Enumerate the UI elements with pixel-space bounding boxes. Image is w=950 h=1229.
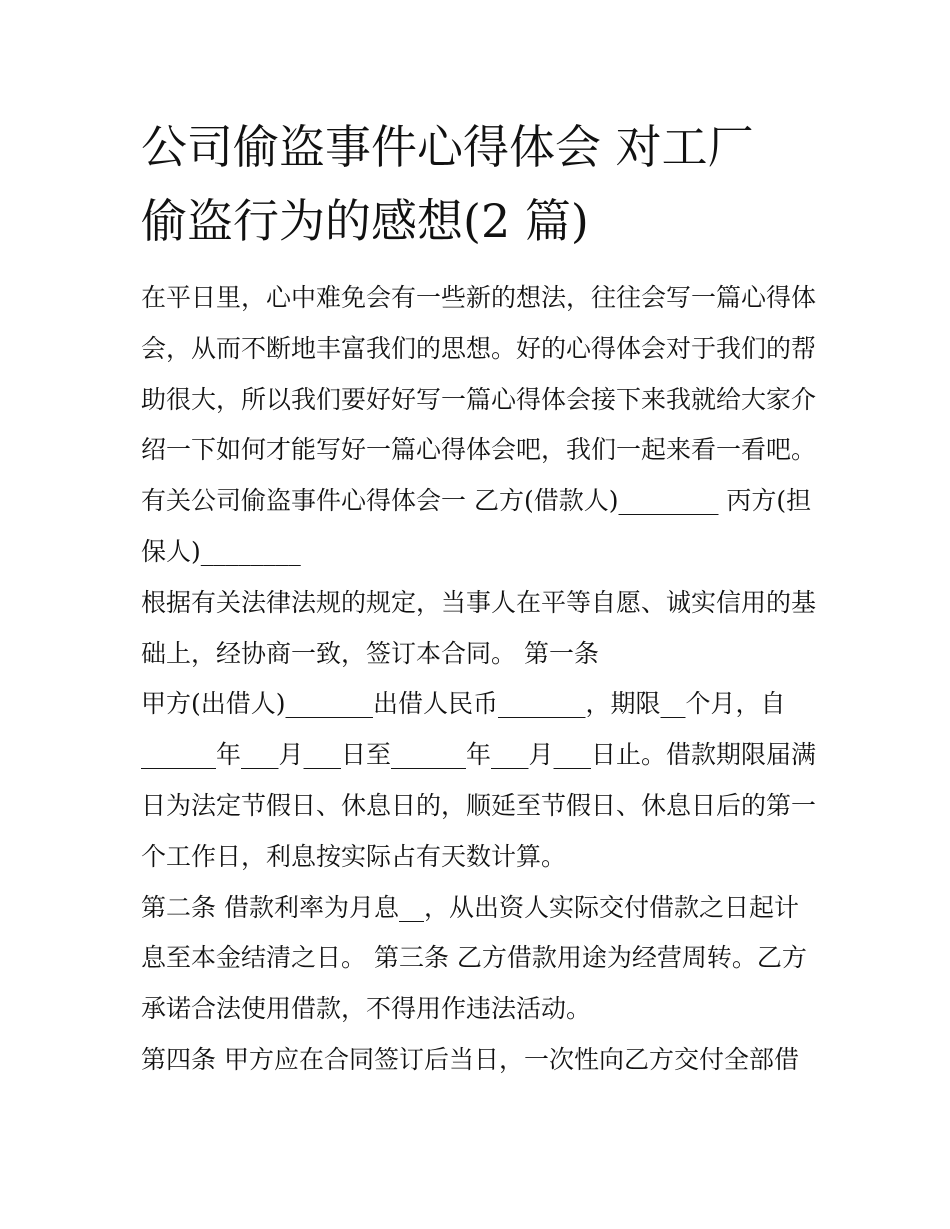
body-line: 会，从而不断地丰富我们的思想。好的心得体会对于我们的帮	[141, 333, 817, 363]
body-line: 承诺合法使用借款，不得用作违法活动。	[141, 994, 592, 1024]
body-line: 根据有关法律法规的规定，当事人在平等自愿、诚实信用的基	[141, 587, 817, 617]
body-line: 保人)________	[141, 536, 301, 566]
body-line: 绍一下如何才能写好一篇心得体会吧，我们一起来看一看吧。	[141, 435, 817, 465]
document-page	[141, 110, 817, 1086]
title-line-2: 偷盗行为的感想(2 篇)	[141, 194, 589, 248]
body-line: 础上，经协商一致，签订本合同。 第一条	[141, 638, 599, 668]
document-title	[141, 110, 813, 258]
body-line: 第四条 甲方应在合同签订后当日，一次性向乙方交付全部借	[141, 1044, 799, 1074]
body-line: 甲方(出借人)_______出借人民币_______，期限__个月，自	[141, 689, 786, 719]
body-line: ______年___月___日至______年___月___日止。借款期限届满	[141, 740, 817, 770]
body-line: 个工作日，利息按实际占有天数计算。	[141, 841, 567, 871]
body-line: 息至本金结清之日。 第三条 乙方借款用途为经营周转。乙方	[141, 943, 807, 973]
body-line: 第二条 借款利率为月息__，从出资人实际交付借款之日起计	[141, 892, 799, 922]
body-line: 日为法定节假日、休息日的，顺延至节假日、休息日后的第一	[141, 790, 817, 820]
body-line: 在平日里，心中难免会有一些新的想法，往往会写一篇心得体	[141, 283, 817, 312]
title-line-1: 公司偷盗事件心得体会 对工厂	[141, 120, 754, 174]
body-line: 有关公司偷盗事件心得体会一 乙方(借款人)________ 丙方(担	[141, 486, 812, 516]
body-line: 助很大，所以我们要好好写一篇心得体会接下来我就给大家介	[141, 384, 817, 414]
document-body	[141, 273, 817, 1086]
